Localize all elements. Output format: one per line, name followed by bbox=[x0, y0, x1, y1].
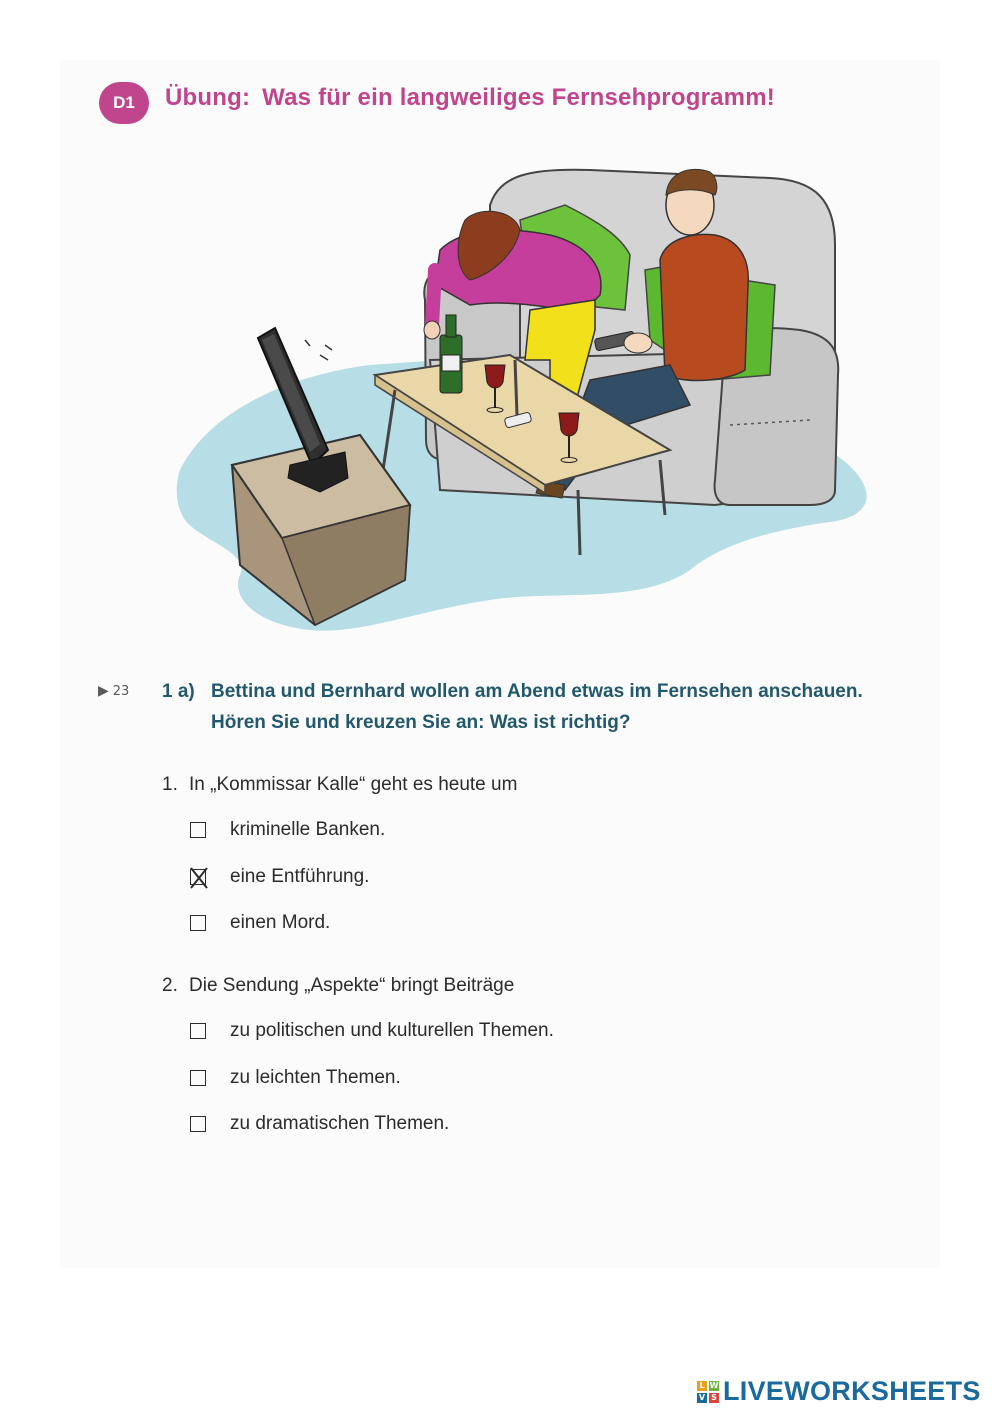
title-rest: Was für ein langweiliges Fernsehprogramm! bbox=[262, 84, 775, 111]
option-label: zu dramatischen Themen. bbox=[230, 1113, 450, 1134]
logo-tile: W bbox=[709, 1381, 719, 1390]
task-number: 1 a) bbox=[162, 681, 195, 702]
option-label: kriminelle Banken. bbox=[230, 819, 386, 840]
option-q2-b[interactable] bbox=[190, 1067, 401, 1089]
option-label: zu politischen und kulturellen Themen. bbox=[230, 1020, 554, 1041]
question-number: 2. bbox=[162, 975, 178, 996]
exercise-badge: D1 bbox=[99, 82, 149, 124]
option-q1-a[interactable] bbox=[190, 819, 385, 841]
page-title bbox=[165, 84, 775, 112]
track-number: 23 bbox=[112, 683, 130, 699]
question-1 bbox=[162, 774, 517, 796]
checkbox[interactable] bbox=[190, 1023, 206, 1039]
option-q2-c[interactable] bbox=[190, 1113, 449, 1135]
checkbox[interactable] bbox=[190, 1070, 206, 1086]
play-triangle-icon[interactable]: ▶ bbox=[98, 683, 109, 699]
question-text: In „Kommissar Kalle“ geht es heute um bbox=[189, 774, 518, 795]
question-text: Die Sendung „Aspekte“ bringt Beiträge bbox=[189, 975, 515, 996]
option-q1-b[interactable] bbox=[190, 866, 369, 888]
tv-noise-lines bbox=[305, 340, 332, 360]
checkbox-checked[interactable] bbox=[190, 869, 206, 885]
option-q2-a[interactable] bbox=[190, 1020, 554, 1042]
option-label: eine Entführung. bbox=[230, 866, 370, 887]
logo-tile: L bbox=[697, 1381, 707, 1391]
question-number: 1. bbox=[162, 774, 178, 795]
audio-track[interactable] bbox=[98, 683, 129, 699]
question-2 bbox=[162, 975, 514, 997]
liveworksheets-logo[interactable] bbox=[697, 1376, 981, 1407]
task-instruction-2: Hören Sie und kreuzen Sie an: Was ist richtig? bbox=[211, 712, 631, 733]
task-instruction-1: Bettina und Bernhard wollen am Abend etwas im Fernsehen anschauen. bbox=[211, 681, 863, 702]
logo-tile: S bbox=[709, 1393, 719, 1403]
checkbox[interactable] bbox=[190, 1116, 206, 1132]
title-lead: Übung: bbox=[165, 84, 251, 111]
logo-text: LIVEWORKSHEETS bbox=[723, 1376, 981, 1406]
liveworksheets-icon bbox=[697, 1381, 719, 1403]
option-label: einen Mord. bbox=[230, 912, 331, 933]
option-label: zu leichten Themen. bbox=[230, 1067, 401, 1088]
couple-watching-tv-illustration bbox=[170, 160, 890, 635]
logo-tile: V bbox=[698, 1393, 706, 1402]
checkbox[interactable] bbox=[190, 822, 206, 838]
cross-mark-icon bbox=[188, 865, 210, 891]
checkbox[interactable] bbox=[190, 915, 206, 931]
option-q1-c[interactable] bbox=[190, 912, 330, 934]
